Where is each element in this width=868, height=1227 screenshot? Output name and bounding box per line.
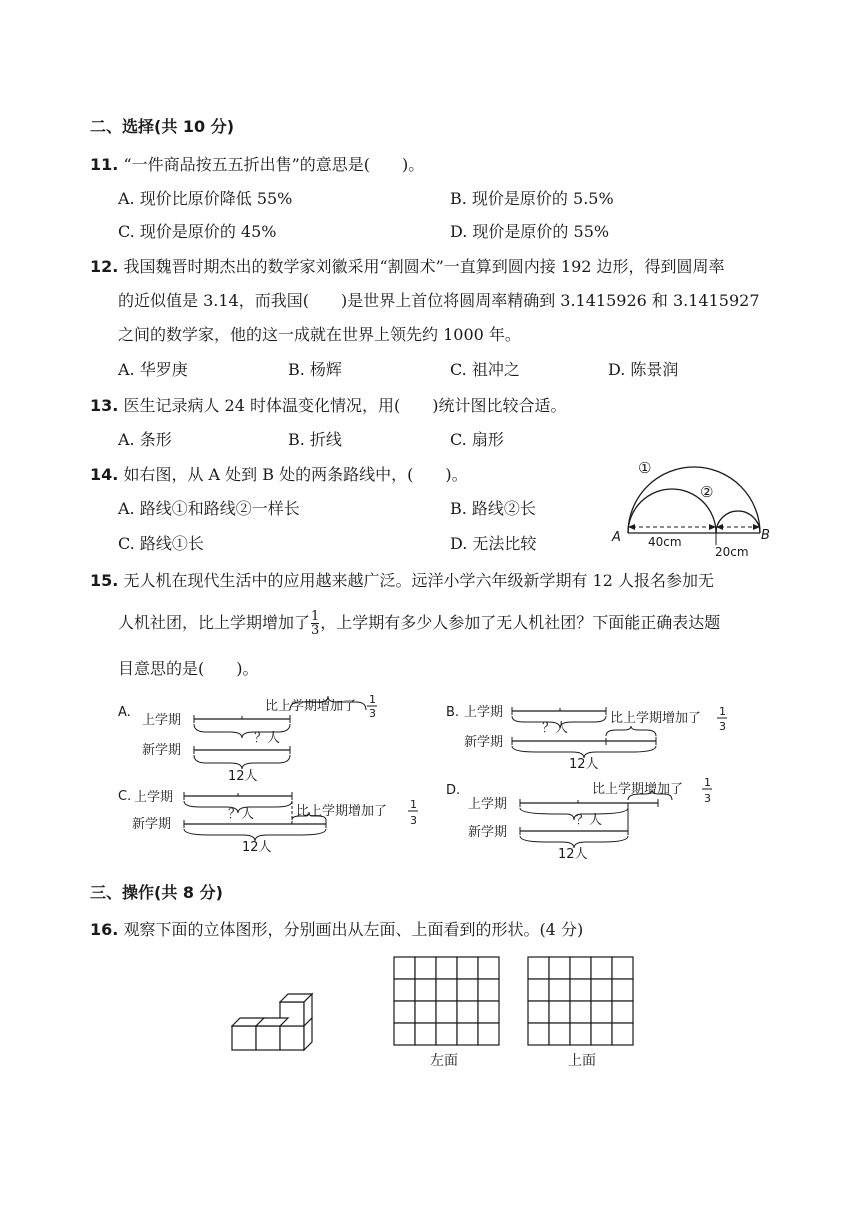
grid-cell[interactable]	[570, 1023, 591, 1045]
question-number: 15.	[90, 571, 119, 590]
grid-cell[interactable]	[570, 1001, 591, 1023]
total-label: 12人	[569, 757, 599, 772]
route-2-label: ②	[700, 483, 714, 501]
grid-cell[interactable]	[528, 1023, 549, 1045]
increase-label: 比上学期增加了	[592, 782, 684, 797]
question-stem-line2: 的近似值是 3.14，而我国( )是世界上首位将圆周率精确到 3.1415926 和 3.1415927	[118, 291, 760, 310]
svg-text:1: 1	[704, 776, 711, 789]
total-label: 12人	[242, 840, 272, 855]
grid-cell[interactable]	[612, 1023, 633, 1045]
question-number: 16.	[90, 920, 119, 939]
route-1-label: ①	[638, 459, 652, 477]
option-12c[interactable]: C. 祖冲之	[450, 360, 520, 379]
grid-cell[interactable]	[591, 979, 612, 1001]
option-label: A.	[118, 705, 131, 720]
unknown-label: ？人	[576, 813, 603, 828]
total-label: 12人	[558, 847, 588, 862]
grid-cell[interactable]	[549, 1023, 570, 1045]
grid-cell[interactable]	[612, 957, 633, 979]
grid-cell[interactable]	[570, 979, 591, 1001]
last-term-label: 上学期	[464, 705, 504, 720]
option-label: B.	[446, 705, 460, 720]
increase-label: 比上学期增加了	[610, 711, 702, 726]
question-14	[90, 462, 468, 485]
diagram-option-d[interactable]	[446, 776, 712, 862]
option-14c[interactable]: C. 路线①长	[118, 534, 204, 553]
stem-part-a: 人机社团，比上学期增加了	[118, 613, 311, 632]
option-12a[interactable]: A. 华罗庚	[118, 360, 188, 379]
grid-cell[interactable]	[394, 1023, 415, 1045]
grid-cell[interactable]	[549, 1001, 570, 1023]
new-term-label: 新学期	[464, 735, 504, 750]
grid-cell[interactable]	[415, 1023, 436, 1045]
length-20-label: 20cm	[715, 545, 749, 559]
question-stem-line3: 目意思的是( )。	[118, 659, 259, 678]
last-term-label: 上学期	[142, 713, 182, 728]
question-stem-line1: 我国魏晋时期杰出的数学家刘徽采用“割圆术”一直算到圆内接 192 边形，得到圆周率	[123, 257, 725, 276]
grid-cell[interactable]	[478, 1023, 499, 1045]
increase-label: 比上学期增加了	[296, 804, 388, 819]
route-figure	[608, 455, 783, 560]
grid-cell[interactable]	[591, 957, 612, 979]
svg-text:3: 3	[410, 814, 417, 827]
frac-num: 1	[311, 609, 320, 624]
frac-den: 3	[311, 623, 320, 638]
question-number: 12.	[90, 257, 119, 276]
option-11b[interactable]: B. 现价是原价的 5.5%	[450, 189, 614, 208]
option-12d[interactable]: D. 陈景润	[608, 360, 679, 379]
question-stem: 观察下面的立体图形，分别画出从左面、上面看到的形状。(4 分)	[123, 920, 584, 939]
question-number: 13.	[90, 396, 119, 415]
grid-cell[interactable]	[394, 979, 415, 1001]
grid-cell[interactable]	[436, 979, 457, 1001]
option-13a[interactable]: A. 条形	[118, 430, 172, 449]
increase-label: 比上学期增加了	[265, 699, 357, 714]
question-stem-line2	[118, 610, 720, 637]
unknown-label: ？人	[228, 807, 255, 822]
grid-cell[interactable]	[415, 957, 436, 979]
grid-cell[interactable]	[591, 1023, 612, 1045]
unknown-label: ？人	[254, 731, 281, 746]
grid-left-label: 左面	[430, 1053, 458, 1069]
option-14d[interactable]: D. 无法比较	[450, 534, 537, 553]
grid-cell[interactable]	[570, 957, 591, 979]
option-14b[interactable]: B. 路线②长	[450, 499, 536, 518]
question-stem: 如右图，从 A 处到 B 处的两条路线中，( )。	[123, 465, 468, 484]
grid-cell[interactable]	[457, 1001, 478, 1023]
grid-cell[interactable]	[394, 1001, 415, 1023]
svg-text:1: 1	[369, 693, 376, 706]
grid-cell[interactable]	[612, 979, 633, 1001]
svg-text:1: 1	[719, 705, 726, 718]
diagram-option-c[interactable]	[118, 789, 418, 855]
grid-cell[interactable]	[436, 1001, 457, 1023]
last-term-label: 上学期	[468, 797, 508, 812]
length-40-label: 40cm	[648, 535, 682, 549]
question-number: 11.	[90, 155, 119, 174]
question-stem-line1: 无人机在现代生活中的应用越来越广泛。远洋小学六年级新学期有 12 人报名参加无	[123, 571, 714, 590]
grid-cell[interactable]	[436, 1023, 457, 1045]
question-stem: “一件商品按五五折出售”的意思是( )。	[123, 155, 425, 174]
last-term-label: 上学期	[134, 790, 174, 805]
grid-cell[interactable]	[415, 1001, 436, 1023]
question-12	[90, 254, 725, 277]
fraction-one-third	[311, 610, 319, 637]
grid-cell[interactable]	[457, 979, 478, 1001]
grid-cell[interactable]	[528, 957, 549, 979]
grid-cell[interactable]	[478, 1001, 499, 1023]
grid-top-view[interactable]	[526, 955, 636, 1047]
grid-cell[interactable]	[478, 979, 499, 1001]
grid-cell[interactable]	[612, 1001, 633, 1023]
option-14a[interactable]: A. 路线①和路线②一样长	[118, 499, 300, 518]
stem-part-b: ，上学期有多少人参加了无人机社团？下面能正确表达题	[320, 613, 721, 632]
grid-cell[interactable]	[457, 1023, 478, 1045]
section-title-operation: 三、操作(共 8 分)	[90, 883, 223, 902]
new-term-label: 新学期	[142, 743, 182, 758]
option-13c[interactable]: C. 扇形	[450, 430, 504, 449]
grid-top-label: 上面	[568, 1053, 596, 1069]
grid-cell[interactable]	[549, 957, 570, 979]
unknown-label: ？人	[542, 721, 569, 736]
question-16	[90, 917, 583, 940]
option-label: D.	[446, 783, 461, 798]
question-stem: 医生记录病人 24 时体温变化情况，用( )统计图比较合适。	[123, 396, 567, 415]
option-11d[interactable]: D. 现价是原价的 55%	[450, 222, 610, 241]
point-a-label: A	[612, 530, 621, 545]
option-13b[interactable]: B. 折线	[288, 430, 342, 449]
grid-cell[interactable]	[415, 979, 436, 1001]
svg-text:3: 3	[369, 707, 376, 720]
cube-stack-figure	[228, 980, 328, 1070]
grid-cell[interactable]	[394, 957, 415, 979]
grid-cell[interactable]	[457, 957, 478, 979]
new-term-label: 新学期	[132, 817, 172, 832]
svg-text:3: 3	[719, 720, 726, 733]
question-13	[90, 393, 566, 416]
question-number: 14.	[90, 465, 119, 484]
option-11c[interactable]: C. 现价是原价的 45%	[118, 222, 277, 241]
option-label: C.	[118, 789, 132, 804]
grid-cell[interactable]	[478, 957, 499, 979]
question-stem-line3: 之间的数学家，他的这一成就在世界上领先约 1000 年。	[118, 325, 521, 344]
svg-text:3: 3	[704, 792, 711, 805]
svg-text:1: 1	[410, 798, 417, 811]
point-b-label: B	[761, 528, 770, 543]
grid-cell[interactable]	[528, 1001, 549, 1023]
option-12b[interactable]: B. 杨辉	[288, 360, 342, 379]
question-11	[90, 152, 424, 175]
total-label: 12人	[228, 769, 258, 784]
diagram-option-a[interactable]	[118, 693, 377, 784]
grid-cell[interactable]	[436, 957, 457, 979]
option-11a[interactable]: A. 现价比原价降低 55%	[118, 189, 293, 208]
new-term-label: 新学期	[468, 825, 508, 840]
diagram-option-b[interactable]	[446, 705, 727, 772]
grid-left-view[interactable]	[392, 955, 502, 1047]
segment-diagrams	[110, 688, 730, 868]
section-title-choice: 二、选择(共 10 分)	[90, 117, 235, 136]
question-15	[90, 568, 714, 591]
grid-cell[interactable]	[549, 979, 570, 1001]
grid-cell[interactable]	[591, 1001, 612, 1023]
grid-cell[interactable]	[528, 979, 549, 1001]
